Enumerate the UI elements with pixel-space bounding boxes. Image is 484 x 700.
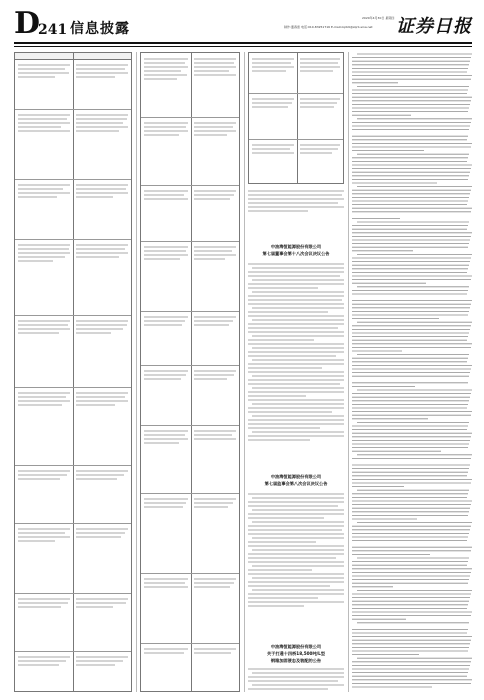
body-text-lines [248, 492, 344, 614]
announcement-title: 第七届监事会第八次会议决议公告 [264, 481, 328, 486]
table-text-lines [249, 53, 343, 183]
comparison-table [140, 52, 240, 692]
body-text-lines [352, 52, 472, 692]
page-number: 241 [38, 22, 68, 38]
announcement-company: 中油海恒能源股份有限公司 [270, 474, 322, 479]
body-text-lines [248, 262, 344, 446]
table-text-lines [15, 53, 131, 691]
table-text-lines [141, 53, 239, 691]
announcement-title: 关于打通十四桥18,500吨/L型 [266, 651, 326, 656]
column-1 [14, 52, 132, 692]
newspaper-logo: 证券日报 [396, 16, 472, 37]
comparison-table [248, 52, 344, 184]
comparison-table [14, 52, 132, 692]
announcement-title: 第七届董事会第十八次会议决议公告 [262, 251, 330, 256]
section-name: 信息披露 [70, 21, 130, 37]
announcement-title-line2: 钢箱加固液态及装配的公告 [270, 658, 322, 663]
issue-date: 2020年4月30日 星期四 [362, 16, 395, 20]
section-code: D [14, 6, 41, 41]
column-separator [348, 52, 349, 692]
masthead [14, 6, 472, 42]
body-text-lines [248, 188, 344, 250]
column-separator [244, 52, 245, 692]
announcement-company: 中油海恒能源股份有限公司 [270, 644, 322, 649]
column-separator [136, 52, 137, 692]
masthead-rule [14, 42, 472, 44]
masthead-rule-thin [14, 46, 472, 47]
column-2 [140, 52, 240, 692]
column-3 [248, 52, 344, 692]
announcement-company: 中油海恒能源股份有限公司 [270, 244, 322, 249]
column-4 [352, 52, 472, 692]
body-text-lines [248, 667, 344, 691]
editor-line: 制作:董春雷 电话:010-83251716 E-mail:zqrb9@zqrb.sina.net [284, 25, 373, 29]
